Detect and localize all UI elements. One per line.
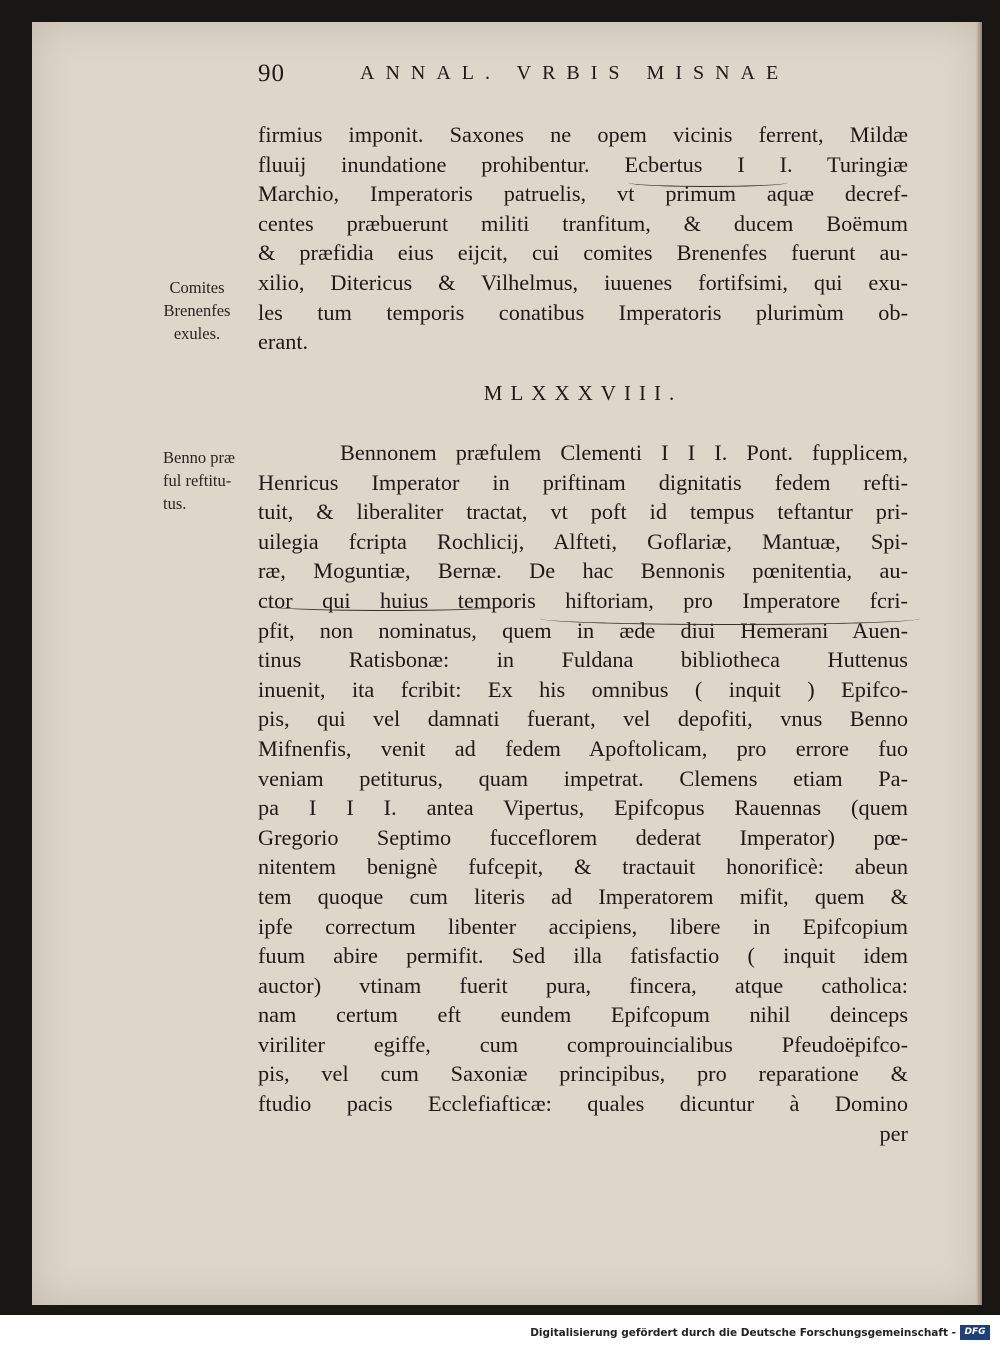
text-line: uilegia fcripta Rochlicij, Alfteti, Goflariæ, Mantuæ, Spi- xyxy=(258,528,908,554)
text-line: Gregorio Septimo fucceflorem dederat Imperator) pœ- xyxy=(258,824,908,850)
text-line: Henricus Imperator in priftinam dignitatis fedem refti- xyxy=(258,469,908,495)
margin-note-line: Benno præ xyxy=(163,448,235,467)
text-line: firmius imponit. Saxones ne opem vicinis ferrent, Mildæ xyxy=(258,122,908,147)
text-line: pa I I I. antea Vipertus, Epifcopus Rauennas (quem xyxy=(258,795,908,821)
text-line: tem quoque cum literis ad Imperatorem mifit, quem & xyxy=(258,883,908,909)
text-line: Mifnenfis, venit ad fedem Apoftolicam, pro errore fuo xyxy=(258,735,908,761)
text-line: centes præbuerunt militi tranfitum, & ducem Boëmum xyxy=(258,210,908,236)
text-line: & præfidia eius eijcit, cui comites Brenenfes fuerunt au- xyxy=(258,240,908,266)
text-line: fuum abire permifit. Sed illa fatisfactio ( inquit idem xyxy=(258,943,908,969)
text-line: nitentem benignè fufcepit, & tractauit honorificè: abeun xyxy=(258,854,908,880)
margin-note-line: Comites xyxy=(169,278,225,297)
text-line: viriliter egiffe, cum comprouincialibus Pfeudoëpifco- xyxy=(258,1031,908,1057)
ink-underline-mark xyxy=(540,612,920,625)
margin-note-line: Brenenfes xyxy=(163,301,231,320)
text-line: les tum temporis conatibus Imperatoris plurimùm ob- xyxy=(258,299,908,325)
text-line: ræ, Moguntiæ, Bernæ. De hac Bennonis pœnitentia, au- xyxy=(258,558,908,584)
margin-note-line: ful reftitu- xyxy=(163,471,232,490)
dfg-logo: DFG xyxy=(960,1325,990,1340)
margin-note-comites xyxy=(135,276,259,345)
margin-note-benno xyxy=(135,446,259,515)
page-edge xyxy=(976,22,982,1305)
paragraph-2 xyxy=(258,438,908,1148)
paragraph-1 xyxy=(258,120,908,357)
ink-underline-mark xyxy=(262,600,512,611)
text-line: tinus Ratisbonæ: in Fuldana bibliotheca Huttenus xyxy=(258,647,908,673)
text-line: Bennonem præfulem Clementi I I I. Pont. fupplicem, xyxy=(340,440,908,465)
page-number: 90 xyxy=(258,60,285,87)
text-line: tuit, & liberaliter tractat, vt poft id tempus teftantur pri- xyxy=(258,499,908,525)
text-line: erant. xyxy=(258,329,309,355)
text-line: pfit, non nominatus, quem in æde diui Hemerani Auen- xyxy=(258,617,908,643)
text-line: ipfe correctum libenter accipiens, libere in Epifcopium xyxy=(258,913,908,939)
footer-credit: Digitalisierung gefördert durch die Deutsche Forschungsgemeinschaft - xyxy=(530,1327,956,1339)
text-line: ftudio pacis Ecclefiafticæ: quales dicuntur à Domino xyxy=(258,1091,908,1117)
year-heading: MLXXXVIII. xyxy=(483,381,683,405)
text-line: ctor qui huius temporis hiftoriam, pro Imperatore fcri- xyxy=(258,587,908,613)
ink-underline-mark xyxy=(628,178,788,187)
margin-note-line: tus. xyxy=(163,494,187,513)
text-line: veniam petiturus, quam impetrat. Clemens etiam Pa- xyxy=(258,765,908,791)
text-line: inuenit, ita fcribit: Ex his omnibus ( inquit ) Epifco- xyxy=(258,676,908,702)
text-line: pis, vel cum Saxoniæ principibus, pro reparatione & xyxy=(258,1061,908,1087)
catchword: per xyxy=(879,1120,908,1146)
text-line: xilio, Ditericus & Vilhelmus, iuuenes fortifsimi, qui exu- xyxy=(258,269,908,295)
text-line: nam certum eft eundem Epifcopum nihil deinceps xyxy=(258,1002,908,1028)
running-head xyxy=(258,60,868,100)
margin-note-line: exules. xyxy=(173,324,221,343)
text-line: auctor) vtinam fuerit pura, fincera, atque catholica: xyxy=(258,972,908,998)
text-line: fluuij inundatione prohibentur. Ecbertus I I. Turingiæ xyxy=(258,151,908,177)
footer-bar xyxy=(0,1315,1000,1351)
running-title: ANNAL. VRBIS MISNAE xyxy=(360,62,790,84)
text-line: pis, qui vel damnati fuerant, vel depofiti, vnus Benno xyxy=(258,706,908,732)
text-line: Marchio, Imperatoris patruelis, vt primum aquæ decref- xyxy=(258,181,908,207)
